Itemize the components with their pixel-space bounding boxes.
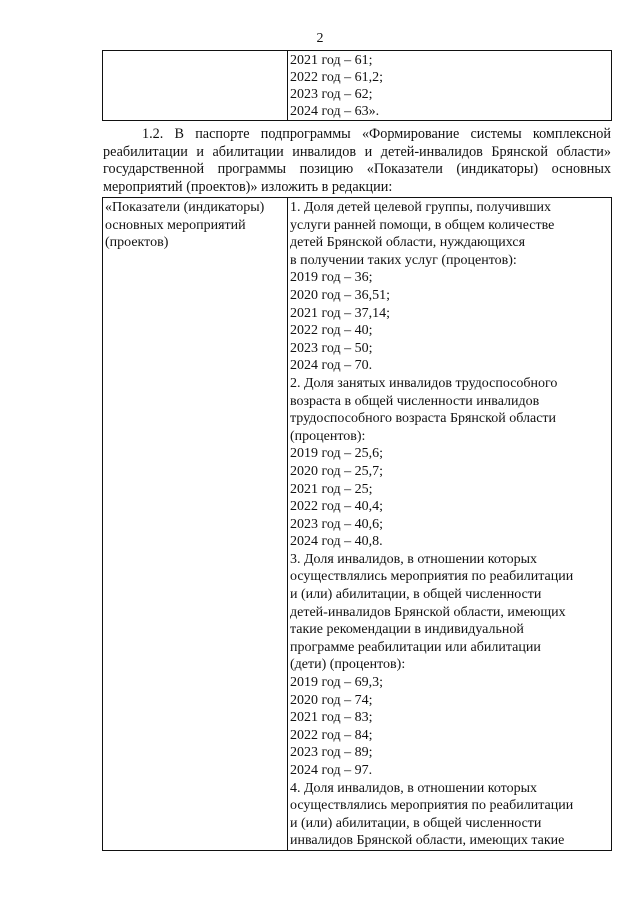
- previous-table-left-cell: [103, 51, 288, 121]
- amendment-paragraph: [103, 126, 611, 196]
- indicator-line: 2022 год – 84;: [290, 727, 373, 743]
- indicator-line: и (или) абилитации, в общей численности: [290, 815, 542, 831]
- previous-table-right-cell: [288, 51, 612, 121]
- indicators-table: [102, 197, 612, 851]
- indicator-line: возраста в общей численности инвалидов: [290, 393, 540, 409]
- indicator-line: 2021 год – 37,14;: [290, 305, 391, 321]
- indicator-line: 2024 год – 97.: [290, 763, 373, 778]
- label-line: «Показатели (индикаторы): [105, 200, 265, 215]
- amendment-line: реабилитации и абилитации инвалидов и детей-инвалидов Брянской области»: [103, 143, 611, 160]
- amendment-line: 1.2. В паспорте подпрограммы «Формирование системы комплексной: [142, 126, 611, 142]
- previous-table-fragment: [102, 50, 612, 121]
- label-line: (проектов): [105, 235, 169, 251]
- indicator-line: 2019 год – 36;: [290, 270, 373, 286]
- indicator-line: 3. Доля инвалидов, в отношении которых: [290, 551, 538, 567]
- indicator-line: осуществлялись мероприятия по реабилитации: [290, 569, 574, 585]
- indicator-line: (процентов):: [290, 428, 366, 444]
- page-number: 2: [316, 31, 324, 46]
- table-row: [103, 51, 612, 121]
- indicator-line: 2020 год – 36,51;: [290, 287, 391, 303]
- indicators-label-cell: [103, 198, 288, 851]
- indicator-line: 1. Доля детей целевой группы, получивших: [290, 200, 552, 215]
- indicator-line: осуществлялись мероприятия по реабилитации: [290, 798, 574, 814]
- indicator-line: 2022 год – 40,4;: [290, 499, 384, 515]
- indicator-line: такие рекомендации в индивидуальной: [290, 622, 524, 638]
- indicators-values-cell: [288, 198, 612, 851]
- indicator-line: 2023 год – 40,6;: [290, 516, 384, 532]
- indicator-line: 2020 год – 25,7;: [290, 463, 384, 479]
- value-line: 2024 год – 63».: [290, 104, 380, 119]
- indicator-line: 2019 год – 69,3;: [290, 675, 384, 691]
- indicator-line: 2023 год – 89;: [290, 745, 373, 761]
- label-line: основных мероприятий: [105, 217, 246, 233]
- value-line: 2021 год – 61;: [290, 53, 373, 68]
- indicator-line: 2020 год – 74;: [290, 692, 373, 708]
- indicator-line: 2019 год – 25,6;: [290, 446, 384, 462]
- indicator-line: трудоспособного возраста Брянской области: [290, 411, 557, 427]
- amendment-line: мероприятий (проектов)» изложить в редакции:: [103, 178, 393, 195]
- indicator-line: и (или) абилитации, в общей численности: [290, 587, 542, 603]
- indicator-line: 2021 год – 25;: [290, 481, 373, 497]
- value-line: 2023 год – 62;: [290, 87, 373, 102]
- indicator-line: в получении таких услуг (процентов):: [290, 252, 517, 268]
- indicator-line: 2021 год – 83;: [290, 710, 373, 726]
- indicator-line: 2. Доля занятых инвалидов трудоспособного: [290, 375, 558, 391]
- indicator-line: 4. Доля инвалидов, в отношении которых: [290, 780, 538, 796]
- indicator-line: 2023 год – 50;: [290, 340, 373, 356]
- indicator-line: инвалидов Брянской области, имеющих такие: [290, 833, 565, 849]
- indicator-line: 2024 год – 70.: [290, 358, 373, 374]
- indicator-line: услуги ранней помощи, в общем количестве: [290, 217, 555, 233]
- indicator-line: программе реабилитации или абилитации: [290, 639, 541, 655]
- amendment-line: государственной программы позицию «Показатели (индикаторы) основных: [103, 161, 611, 178]
- table-row: [103, 198, 612, 851]
- indicator-line: 2024 год – 40,8.: [290, 534, 383, 550]
- indicator-line: (дети) (процентов):: [290, 657, 406, 673]
- indicator-line: детей-инвалидов Брянской области, имеющих: [290, 604, 566, 620]
- indicator-line: детей Брянской области, нуждающихся: [290, 235, 526, 251]
- value-line: 2022 год – 61,2;: [290, 70, 384, 85]
- indicator-line: 2022 год – 40;: [290, 323, 373, 339]
